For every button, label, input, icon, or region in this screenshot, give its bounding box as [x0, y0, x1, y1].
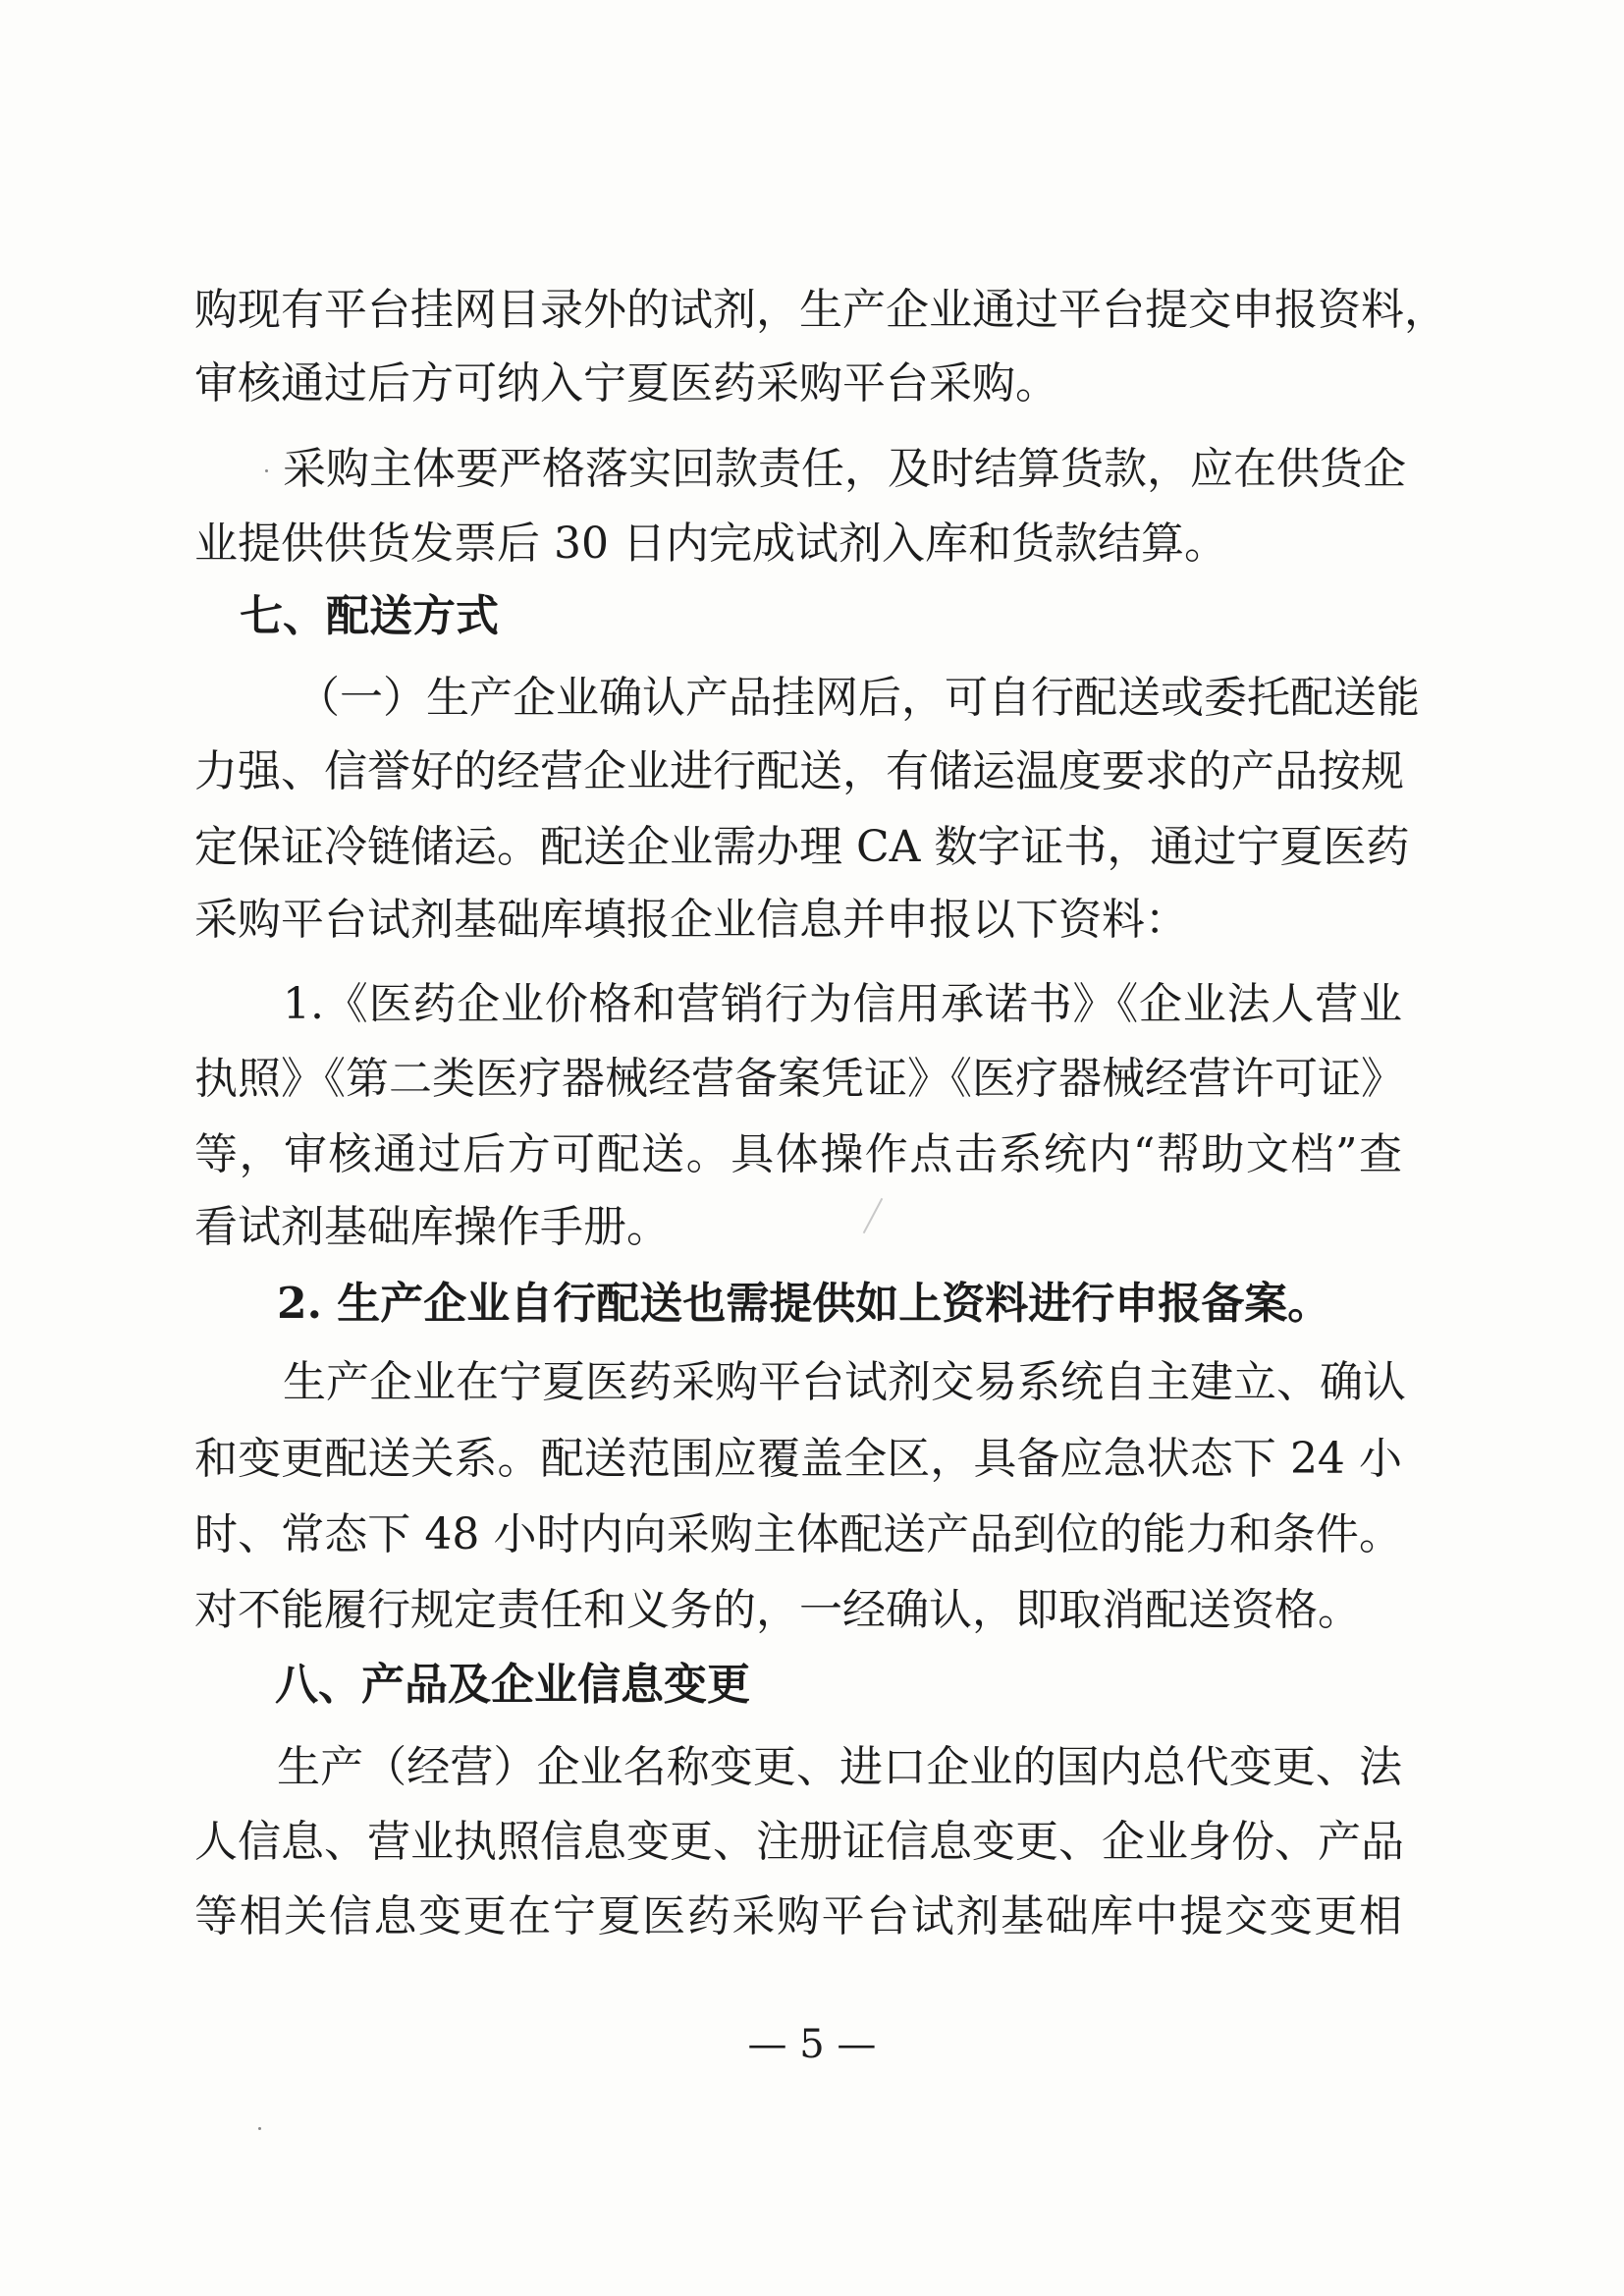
body-line-4: 业提供供货发票后 30 日内完成试剂入库和货款结算。 — [194, 519, 1227, 569]
body-line-14-bold: 2. 生产企业自行配送也需提供如上资料进行申报备案。 — [277, 1279, 1331, 1329]
body-line-8: 定保证冷链储运。配送企业需办理 CA 数字证书，通过宁夏医药 — [194, 822, 1410, 872]
body-line-10: 1.《医药企业价格和营销行为信用承诺书》《企业法人营业 — [283, 979, 1402, 1029]
scan-speck — [258, 2127, 261, 2130]
body-line-16: 和变更配送关系。配送范围应覆盖全区，具备应急状态下 24 小 — [194, 1434, 1402, 1484]
body-line-2: 审核通过后方可纳入宁夏医药采购平台采购。 — [194, 358, 1058, 409]
body-line-22: 等相关信息变更在宁夏医药采购平台试剂基础库中提交变更相 — [194, 1891, 1402, 1941]
scan-speck — [265, 469, 268, 472]
body-line-6: （一）生产企业确认产品挂网后，可自行配送或委托配送能 — [297, 673, 1420, 723]
body-line-1: 购现有平台挂网目录外的试剂，生产企业通过平台提交申报资料， — [194, 285, 1447, 335]
body-line-3: 采购主体要严格落实回款责任，及时结算货款，应在供货企 — [283, 444, 1406, 494]
body-line-11: 执照》《第二类医疗器械经营备案凭证》《医疗器械经营许可证》 — [194, 1054, 1404, 1104]
body-line-20: 生产（经营）企业名称变更、进口企业的国内总代变更、法 — [277, 1742, 1402, 1792]
body-line-13: 看试剂基础库操作手册。 — [194, 1202, 670, 1252]
section-heading-info-change: 八、产品及企业信息变更 — [275, 1660, 750, 1710]
page-number: — 5 — — [747, 2022, 877, 2067]
section-heading-delivery: 七、配送方式 — [240, 591, 499, 641]
body-line-17: 时、常态下 48 小时内向采购主体配送产品到位的能力和条件。 — [194, 1509, 1402, 1559]
body-line-18: 对不能履行规定责任和义务的，一经确认，即取消配送资格。 — [194, 1585, 1361, 1635]
body-line-21: 人信息、营业执照信息变更、注册证信息变更、企业身份、产品 — [194, 1817, 1404, 1867]
body-line-9: 采购平台试剂基础库填报企业信息并申报以下资料： — [194, 895, 1188, 945]
body-line-7: 力强、信誉好的经营企业进行配送，有储运温度要求的产品按规 — [194, 746, 1404, 796]
body-line-12: 等，审核通过后方可配送。具体操作点击系统内“帮助文档”查 — [194, 1129, 1402, 1179]
body-line-15: 生产企业在宁夏医药采购平台试剂交易系统自主建立、确认 — [283, 1357, 1406, 1407]
